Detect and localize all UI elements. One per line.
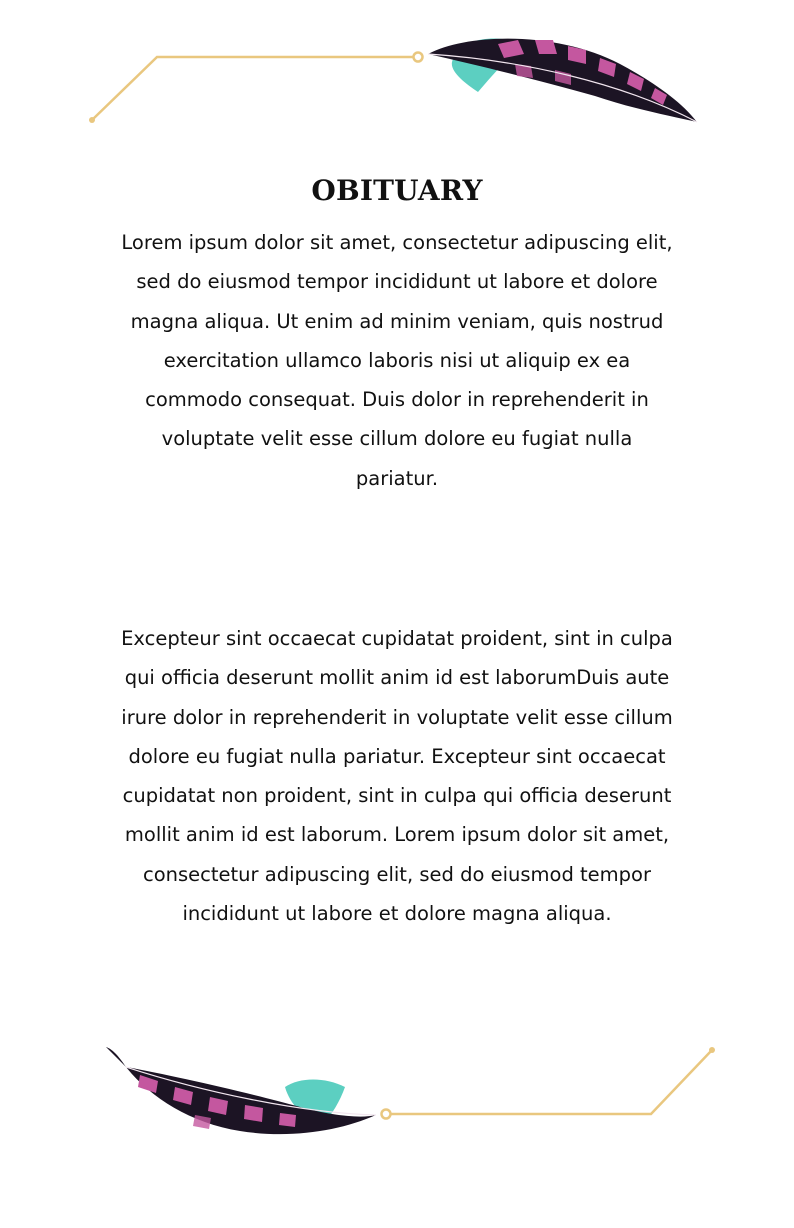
page-title: OBITUARY: [311, 173, 483, 207]
gold-line-bottom: [382, 1047, 716, 1119]
obituary-paragraph-1: Lorem ipsum dolor sit amet, consectetur adipuscing elit, sed do eiusmod tempor incididunt ut labore et dolore magna aliqua. Ut enim ad minim veniam, quis nostrud exercitation ullamco laboris nisi ut aliquip ex ea commodo consequat. Duis dolor in reprehenderit in voluptate velit esse cillum dolore eu fugiat nulla pariatur.: [121, 231, 673, 490]
feather-icon: [428, 38, 697, 122]
bottom-ornament: [0, 1035, 794, 1175]
top-ornament: [0, 20, 794, 160]
gold-line-top: [89, 53, 423, 124]
obituary-paragraph-2: Excepteur sint occaecat cupidatat proident, sint in culpa qui officia deserunt mollit anim id est laborumDuis aute irure dolor in reprehenderit in voluptate velit esse cillum dolore eu fugiat nulla pariatur. Excepteur sint occaecat cupidatat non proident, sint in culpa qui officia deserunt mollit anim id est laborum. Lorem ipsum dolor sit amet, consectetur adipuscing elit, sed do eiusmod tempor incididunt ut labore et dolore magna aliqua.: [121, 627, 673, 926]
feather-icon: [106, 1047, 376, 1134]
